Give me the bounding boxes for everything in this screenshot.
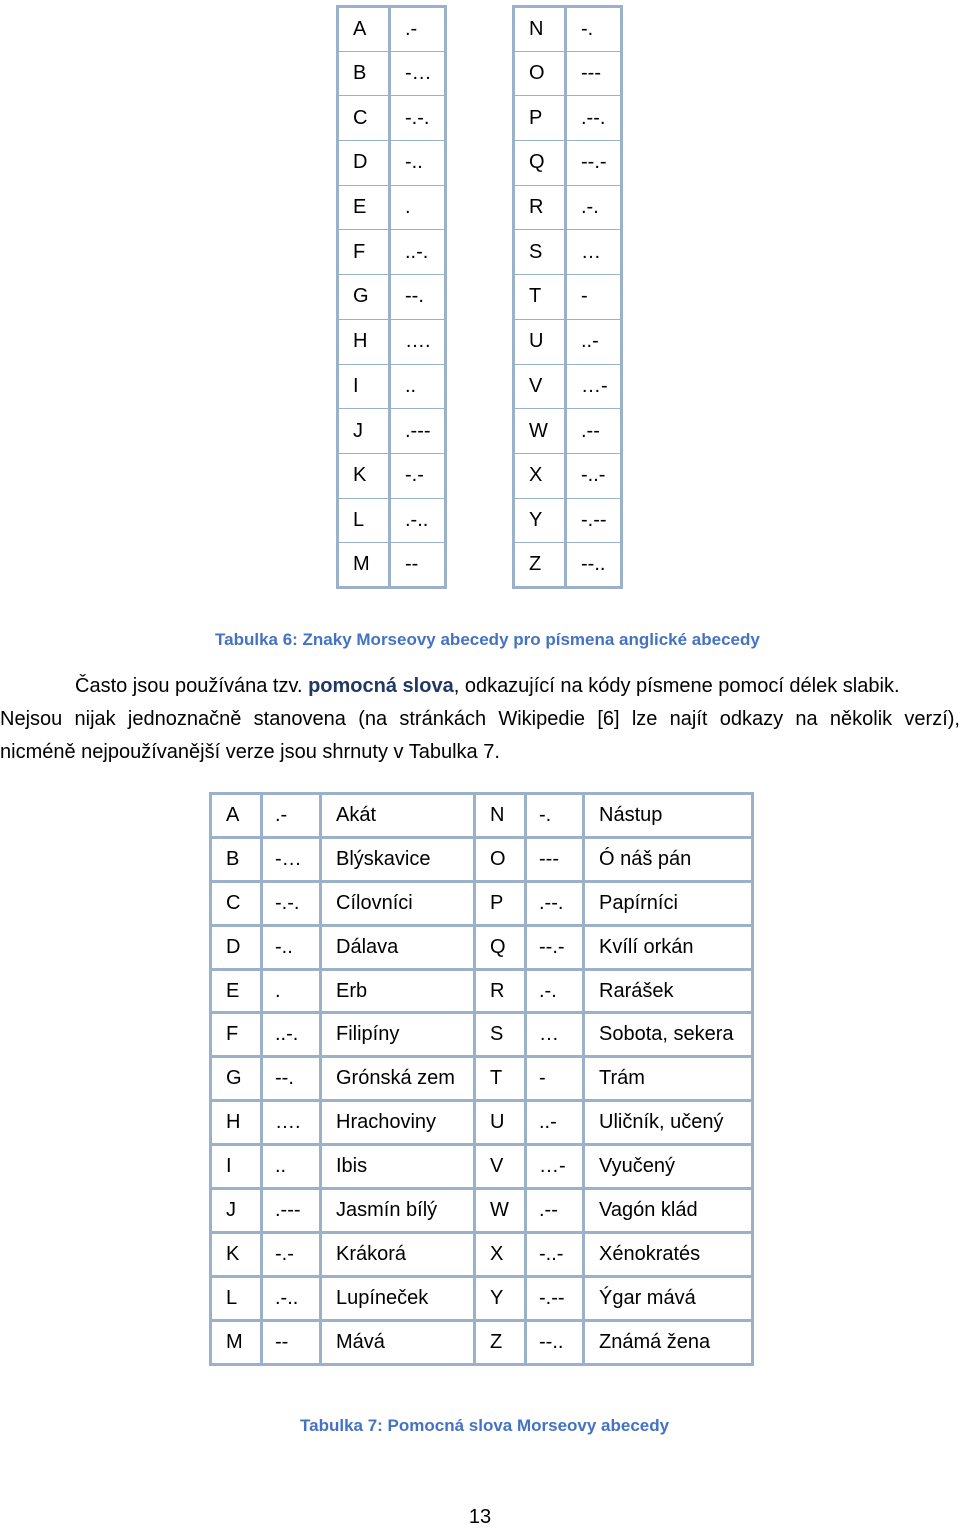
- emphasis-term: pomocná slova: [308, 675, 454, 697]
- code-cell: -.: [526, 794, 584, 838]
- mnemonic-cell: Lupíneček: [321, 1276, 475, 1320]
- letter-cell: Z: [514, 543, 566, 588]
- morse-row: [338, 141, 446, 186]
- code-cell: .-.: [526, 969, 584, 1013]
- mnemonic-row: [211, 1057, 753, 1101]
- code-cell: …: [526, 1013, 584, 1057]
- letter-cell: A: [211, 794, 262, 838]
- letter-cell: U: [514, 319, 566, 364]
- mnemonic-cell: Kvílí orkán: [584, 925, 753, 969]
- letter-cell: Y: [514, 498, 566, 543]
- code-cell: -.: [566, 7, 622, 52]
- letter-cell: N: [514, 7, 566, 52]
- letter-cell: O: [475, 837, 526, 881]
- code-cell: -..: [262, 925, 321, 969]
- mnemonic-cell: Sobota, sekera: [584, 1013, 753, 1057]
- paragraph-line-3: nicméně nejpoužívanější verze jsou shrnuty v Tabulka 7.: [0, 741, 500, 763]
- mnemonic-cell: Mává: [321, 1320, 475, 1364]
- letter-cell: X: [475, 1232, 526, 1276]
- letter-cell: J: [211, 1189, 262, 1233]
- morse-row: [514, 409, 622, 454]
- mnemonic-cell: Nástup: [584, 794, 753, 838]
- code-cell: .-: [262, 794, 321, 838]
- letter-cell: C: [338, 96, 390, 141]
- code-cell: .-..: [390, 498, 446, 543]
- mnemonic-table: [209, 792, 754, 1366]
- letter-cell: L: [338, 498, 390, 543]
- letter-cell: P: [475, 881, 526, 925]
- morse-row: [514, 319, 622, 364]
- letter-cell: M: [338, 543, 390, 588]
- mnemonic-cell: Dálava: [321, 925, 475, 969]
- mnemonic-row: [211, 1232, 753, 1276]
- code-cell: --.: [390, 275, 446, 320]
- mnemonic-row: [211, 969, 753, 1013]
- code-cell: ….: [262, 1101, 321, 1145]
- letter-cell: R: [475, 969, 526, 1013]
- letter-cell: W: [514, 409, 566, 454]
- code-cell: .-.: [566, 185, 622, 230]
- letter-cell: S: [514, 230, 566, 275]
- mnemonic-cell: Blýskavice: [321, 837, 475, 881]
- morse-row: [514, 141, 622, 186]
- mnemonic-cell: Známá žena: [584, 1320, 753, 1364]
- letter-cell: G: [211, 1057, 262, 1101]
- code-cell: --.-: [566, 141, 622, 186]
- letter-cell: O: [514, 51, 566, 96]
- mnemonic-cell: Krákorá: [321, 1232, 475, 1276]
- letter-cell: Q: [475, 925, 526, 969]
- morse-row: [338, 409, 446, 454]
- morse-row: [514, 7, 622, 52]
- morse-row: [338, 51, 446, 96]
- code-cell: --.: [262, 1057, 321, 1101]
- letter-cell: W: [475, 1189, 526, 1233]
- code-cell: .: [262, 969, 321, 1013]
- code-cell: .--: [566, 409, 622, 454]
- letter-cell: G: [338, 275, 390, 320]
- code-cell: -…: [262, 837, 321, 881]
- paragraph-line-2: Nejsou nijak jednoznačně stanovena (na stránkách Wikipedie [6] lze najít odkazy na několik verzí),: [0, 708, 960, 730]
- body-paragraph: [0, 670, 960, 769]
- code-cell: -.--: [566, 498, 622, 543]
- mnemonic-cell: Ýgar mává: [584, 1276, 753, 1320]
- code-cell: -..-: [566, 453, 622, 498]
- morse-row: [338, 498, 446, 543]
- paragraph-line-1: Často jsou používána tzv. pomocná slova, odkazující na kódy písmene pomocí délek slabik.: [75, 675, 900, 697]
- morse-row: [514, 185, 622, 230]
- letter-cell: D: [211, 925, 262, 969]
- code-cell: --.-: [526, 925, 584, 969]
- code-cell: …-: [566, 364, 622, 409]
- letter-cell: V: [514, 364, 566, 409]
- morse-table-left: [336, 5, 447, 589]
- morse-row: [514, 51, 622, 96]
- letter-cell: B: [211, 837, 262, 881]
- letter-cell: H: [338, 319, 390, 364]
- code-cell: --: [390, 543, 446, 588]
- morse-row: [514, 543, 622, 588]
- letter-cell: C: [211, 881, 262, 925]
- code-cell: …: [566, 230, 622, 275]
- code-cell: -…: [390, 51, 446, 96]
- mnemonic-cell: Erb: [321, 969, 475, 1013]
- code-cell: .: [390, 185, 446, 230]
- mnemonic-cell: Xénokratés: [584, 1232, 753, 1276]
- letter-cell: E: [211, 969, 262, 1013]
- mnemonic-cell: Rarášek: [584, 969, 753, 1013]
- letter-cell: D: [338, 141, 390, 186]
- mnemonic-row: [211, 1320, 753, 1364]
- code-cell: …-: [526, 1145, 584, 1189]
- letter-cell: B: [338, 51, 390, 96]
- page-number: 13: [468, 1506, 492, 1528]
- morse-row: [338, 543, 446, 588]
- code-cell: -..-: [526, 1232, 584, 1276]
- code-cell: ..-.: [390, 230, 446, 275]
- code-cell: ..: [390, 364, 446, 409]
- code-cell: ..-: [526, 1101, 584, 1145]
- mnemonic-cell: Cílovníci: [321, 881, 475, 925]
- code-cell: .--: [526, 1189, 584, 1233]
- morse-row: [338, 453, 446, 498]
- code-cell: ….: [390, 319, 446, 364]
- letter-cell: V: [475, 1145, 526, 1189]
- mnemonic-row: [211, 925, 753, 969]
- mnemonic-cell: Vyučený: [584, 1145, 753, 1189]
- mnemonic-cell: Trám: [584, 1057, 753, 1101]
- code-cell: ---: [526, 837, 584, 881]
- code-cell: -.-: [390, 453, 446, 498]
- letter-cell: S: [475, 1013, 526, 1057]
- mnemonic-cell: Papírníci: [584, 881, 753, 925]
- morse-table-right: [512, 5, 623, 589]
- mnemonic-cell: Ó náš pán: [584, 837, 753, 881]
- code-cell: ..: [262, 1145, 321, 1189]
- code-cell: --..: [566, 543, 622, 588]
- mnemonic-cell: Filipíny: [321, 1013, 475, 1057]
- letter-cell: M: [211, 1320, 262, 1364]
- code-cell: .--.: [566, 96, 622, 141]
- mnemonic-cell: Grónská zem: [321, 1057, 475, 1101]
- morse-row: [514, 275, 622, 320]
- code-cell: --..: [526, 1320, 584, 1364]
- letter-cell: R: [514, 185, 566, 230]
- code-cell: ---: [566, 51, 622, 96]
- letter-cell: P: [514, 96, 566, 141]
- code-cell: -: [566, 275, 622, 320]
- letter-cell: A: [338, 7, 390, 52]
- morse-row: [338, 96, 446, 141]
- letter-cell: L: [211, 1276, 262, 1320]
- table7-caption: Tabulka 7: Pomocná slova Morseovy abecedy: [300, 1416, 670, 1435]
- code-cell: -.-: [262, 1232, 321, 1276]
- code-cell: -.--: [526, 1276, 584, 1320]
- mnemonic-row: [211, 1145, 753, 1189]
- morse-row: [338, 275, 446, 320]
- mnemonic-cell: Vagón klád: [584, 1189, 753, 1233]
- morse-row: [514, 364, 622, 409]
- mnemonic-cell: Akát: [321, 794, 475, 838]
- mnemonic-row: [211, 794, 753, 838]
- letter-cell: E: [338, 185, 390, 230]
- code-cell: ..-: [566, 319, 622, 364]
- mnemonic-row: [211, 1013, 753, 1057]
- code-cell: .---: [390, 409, 446, 454]
- code-cell: .--.: [526, 881, 584, 925]
- mnemonic-row: [211, 1276, 753, 1320]
- mnemonic-cell: Ibis: [321, 1145, 475, 1189]
- code-cell: -.-.: [390, 96, 446, 141]
- code-cell: -..: [390, 141, 446, 186]
- mnemonic-row: [211, 1101, 753, 1145]
- letter-cell: X: [514, 453, 566, 498]
- letter-cell: Y: [475, 1276, 526, 1320]
- code-cell: .-..: [262, 1276, 321, 1320]
- letter-cell: K: [338, 453, 390, 498]
- morse-row: [514, 498, 622, 543]
- letter-cell: T: [475, 1057, 526, 1101]
- code-cell: --: [262, 1320, 321, 1364]
- mnemonic-row: [211, 1189, 753, 1233]
- mnemonic-cell: Hrachoviny: [321, 1101, 475, 1145]
- code-cell: ..-.: [262, 1013, 321, 1057]
- morse-row: [338, 364, 446, 409]
- letter-cell: H: [211, 1101, 262, 1145]
- code-cell: .---: [262, 1189, 321, 1233]
- letter-cell: N: [475, 794, 526, 838]
- letter-cell: Q: [514, 141, 566, 186]
- mnemonic-row: [211, 837, 753, 881]
- morse-row: [338, 319, 446, 364]
- code-cell: .-: [390, 7, 446, 52]
- morse-row: [338, 185, 446, 230]
- letter-cell: J: [338, 409, 390, 454]
- code-cell: -.-.: [262, 881, 321, 925]
- morse-row: [338, 7, 446, 52]
- letter-cell: K: [211, 1232, 262, 1276]
- letter-cell: I: [211, 1145, 262, 1189]
- morse-row: [514, 230, 622, 275]
- table6-caption: Tabulka 6: Znaky Morseovy abecedy pro písmena anglické abecedy: [215, 630, 760, 649]
- letter-cell: F: [211, 1013, 262, 1057]
- letter-cell: I: [338, 364, 390, 409]
- letter-cell: F: [338, 230, 390, 275]
- morse-row: [514, 96, 622, 141]
- morse-row: [338, 230, 446, 275]
- morse-row: [514, 453, 622, 498]
- mnemonic-cell: Uličník, učený: [584, 1101, 753, 1145]
- letter-cell: Z: [475, 1320, 526, 1364]
- letter-cell: U: [475, 1101, 526, 1145]
- letter-cell: T: [514, 275, 566, 320]
- mnemonic-row: [211, 881, 753, 925]
- code-cell: -: [526, 1057, 584, 1101]
- mnemonic-cell: Jasmín bílý: [321, 1189, 475, 1233]
